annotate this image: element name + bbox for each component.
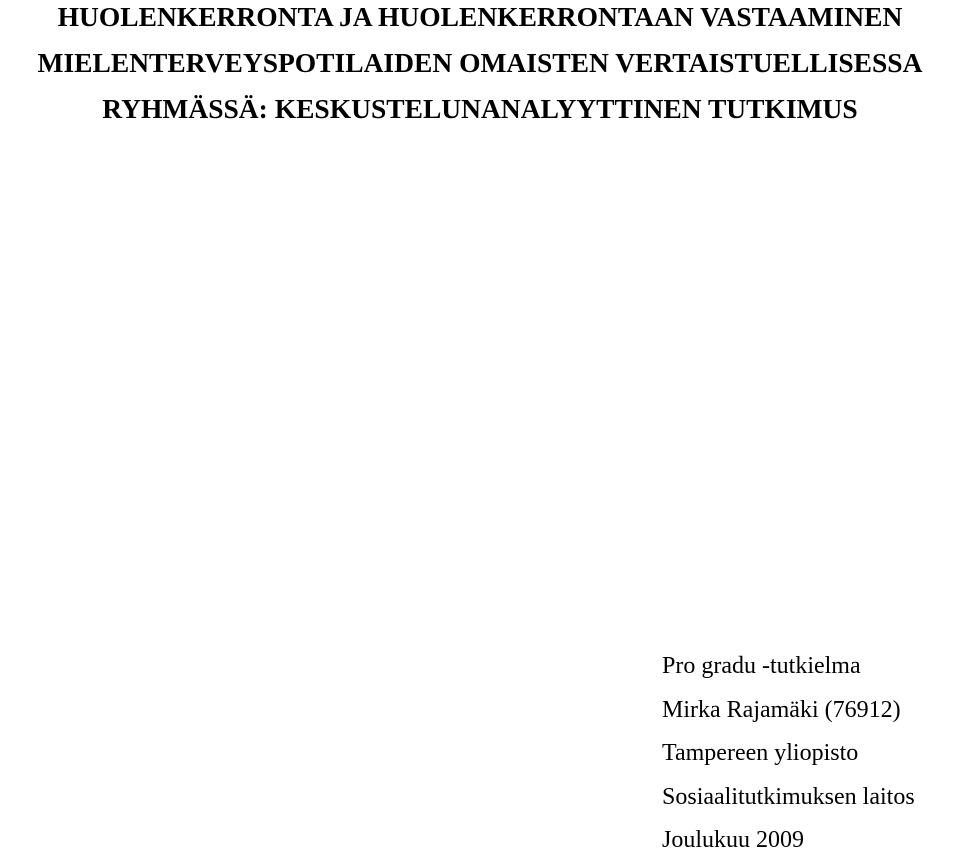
title-line-1: HUOLENKERRONTA JA HUOLENKERRONTAAN VASTAAMINEN — [57, 1, 903, 32]
thesis-info — [662, 645, 915, 863]
publication-date: Joulukuu 2009 — [662, 827, 805, 853]
title-line-3: RYHMÄSSÄ: KESKUSTELUNANALYYTTINEN TUTKIMUS — [102, 93, 858, 124]
title-line-2: MIELENTERVEYSPOTILAIDEN OMAISTEN VERTAISTUELLISESSA — [37, 47, 923, 78]
department-name: Sosiaalitutkimuksen laitos — [662, 783, 915, 810]
university-name: Tampereen yliopisto — [662, 740, 859, 766]
author-name: Mirka Rajamäki (76912) — [662, 696, 901, 723]
thesis-type: Pro gradu -tutkielma — [662, 653, 861, 679]
document-title — [0, 0, 960, 132]
